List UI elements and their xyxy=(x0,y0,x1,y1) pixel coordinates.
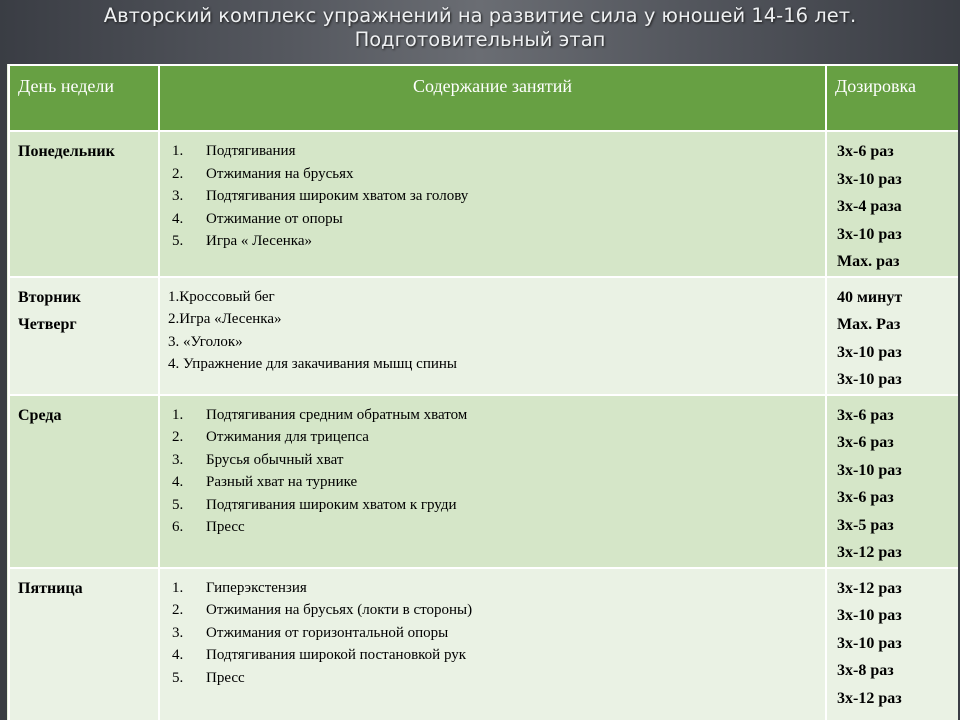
exercise-text: Подтягивания xyxy=(206,143,296,159)
exercise-number: 3. xyxy=(172,188,184,204)
exercise-text: Отжимания от горизонтальной опоры xyxy=(206,624,449,641)
day-label: Пятница xyxy=(18,579,83,597)
dosage-cell xyxy=(826,395,958,568)
table-row xyxy=(9,131,958,277)
day-label: Вторник xyxy=(18,288,81,306)
dosage-value: 3х-10 раз xyxy=(837,607,902,624)
dosage-cell xyxy=(826,131,958,277)
dosage-value: 40 минут xyxy=(837,288,903,306)
exercise-item xyxy=(168,577,819,600)
exercise-text: Подтягивания широкой постановкой рук xyxy=(206,647,467,663)
exercise-text: Отжимания на брусьях (локти в стороны) xyxy=(206,602,473,618)
exercise-text: Отжимания на брусьях xyxy=(206,165,354,182)
exercise-text: Отжимание от опоры xyxy=(206,210,343,227)
day-label: Понедельник xyxy=(18,143,115,160)
exercise-text: Брусья обычный хват xyxy=(206,451,344,468)
dosage-value: 3х-12 раз xyxy=(837,689,902,707)
dosage-value: Max. Раз xyxy=(837,316,901,333)
exercise-number: 6. xyxy=(172,519,184,535)
exercise-item: 1.Кроссовый бег xyxy=(168,288,275,305)
day-label: Среда xyxy=(18,406,62,424)
exercise-item xyxy=(168,404,819,427)
header-dose: Дозировка xyxy=(826,65,958,131)
dosage-value: 3х-10 раз xyxy=(837,461,902,479)
dosage-value: 3х-10 раз xyxy=(837,343,902,361)
exercise-item xyxy=(168,185,819,208)
table-row xyxy=(9,277,958,395)
exercise-number: 3. xyxy=(172,624,184,641)
exercise-text: Отжимания для трицепса xyxy=(206,429,369,445)
schedule-table xyxy=(8,64,958,720)
exercise-text: Разный хват на турнике xyxy=(206,474,358,490)
dosage-value: 3х-6 раз xyxy=(837,406,894,424)
exercise-item xyxy=(168,140,819,163)
exercise-number: 1. xyxy=(172,143,184,159)
table-row xyxy=(9,568,958,720)
exercise-item: 4. Упражнение для закачивания мышц спины xyxy=(168,356,457,372)
exercise-list-cell xyxy=(159,277,826,395)
exercise-text: Игра « Лесенка» xyxy=(206,233,312,249)
header-day: День недели xyxy=(9,65,159,131)
exercise-text: Подтягивания средним обратным хватом xyxy=(206,406,468,423)
exercise-number: 5. xyxy=(172,233,184,249)
dosage-value: 3х-12 раз xyxy=(837,579,902,597)
dosage-value: 3х-4 раза xyxy=(837,198,902,215)
exercise-item xyxy=(168,208,819,231)
dosage-value: 3х-10 раз xyxy=(837,634,902,652)
exercise-item xyxy=(168,599,819,622)
exercise-number: 5. xyxy=(172,669,184,686)
exercise-item xyxy=(168,494,819,517)
exercise-list xyxy=(168,404,819,539)
exercise-item xyxy=(168,230,819,253)
exercise-text: Подтягивания широким хватом за голову xyxy=(206,188,469,204)
exercise-number: 2. xyxy=(172,165,184,182)
dosage-value: Max. раз xyxy=(837,253,900,270)
exercise-number: 2. xyxy=(172,429,184,445)
exercise-list-cell xyxy=(159,131,826,277)
exercise-number: 1. xyxy=(172,406,184,423)
table-header-row xyxy=(9,65,958,131)
dosage-value: 3х-5 раз xyxy=(837,516,894,534)
day-cell xyxy=(9,568,159,720)
exercise-item xyxy=(168,426,819,449)
exercise-number: 4. xyxy=(172,647,184,663)
exercise-number: 1. xyxy=(172,579,184,596)
exercise-list xyxy=(168,140,819,253)
exercise-text: Пресс xyxy=(206,519,245,535)
slide-title xyxy=(0,4,960,52)
exercise-list-cell xyxy=(159,568,826,720)
dosage-value: 3х-6 раз xyxy=(837,434,894,451)
exercise-text: Гиперэкстензия xyxy=(206,579,307,596)
exercise-number: 3. xyxy=(172,451,184,468)
title-line-2: Подготовительный этап xyxy=(354,28,606,51)
exercise-item xyxy=(168,163,819,186)
exercise-item xyxy=(168,471,819,494)
dosage-value: 3х-10 раз xyxy=(837,225,902,243)
day-cell xyxy=(9,395,159,568)
exercise-number: 5. xyxy=(172,496,184,513)
exercise-item: 3. «Уголок» xyxy=(168,333,243,350)
exercise-item xyxy=(168,644,819,667)
table-row xyxy=(9,395,958,568)
exercise-text: Пресс xyxy=(206,669,245,686)
dosage-value: 3х-10 раз xyxy=(837,170,902,188)
schedule-table-container xyxy=(7,64,958,720)
exercise-item xyxy=(168,516,819,539)
dosage-value: 3х-10 раз xyxy=(837,371,902,388)
day-cell xyxy=(9,131,159,277)
day-label: Четверг xyxy=(18,315,77,333)
dosage-value: 3х-6 раз xyxy=(837,489,894,506)
exercise-number: 4. xyxy=(172,210,184,227)
dosage-value: 3х-12 раз xyxy=(837,544,902,561)
exercise-text: Подтягивания широким хватом к груди xyxy=(206,496,457,513)
exercise-list xyxy=(168,577,819,690)
exercise-item xyxy=(168,622,819,645)
header-content: Содержание занятий xyxy=(159,65,826,131)
title-line-1: Авторский комплекс упражнений на развитие сила у юношей 14-16 лет. xyxy=(103,4,857,27)
dosage-cell xyxy=(826,568,958,720)
dosage-cell xyxy=(826,277,958,395)
exercise-number: 2. xyxy=(172,602,184,618)
exercise-item: 2.Игра «Лесенка» xyxy=(168,311,282,327)
exercise-number: 4. xyxy=(172,474,184,490)
exercise-list-cell xyxy=(159,395,826,568)
dosage-value: 3х-8 раз xyxy=(837,662,894,679)
exercise-item xyxy=(168,449,819,472)
day-cell xyxy=(9,277,159,395)
exercise-item xyxy=(168,667,819,690)
dosage-value: 3х-6 раз xyxy=(837,143,894,160)
